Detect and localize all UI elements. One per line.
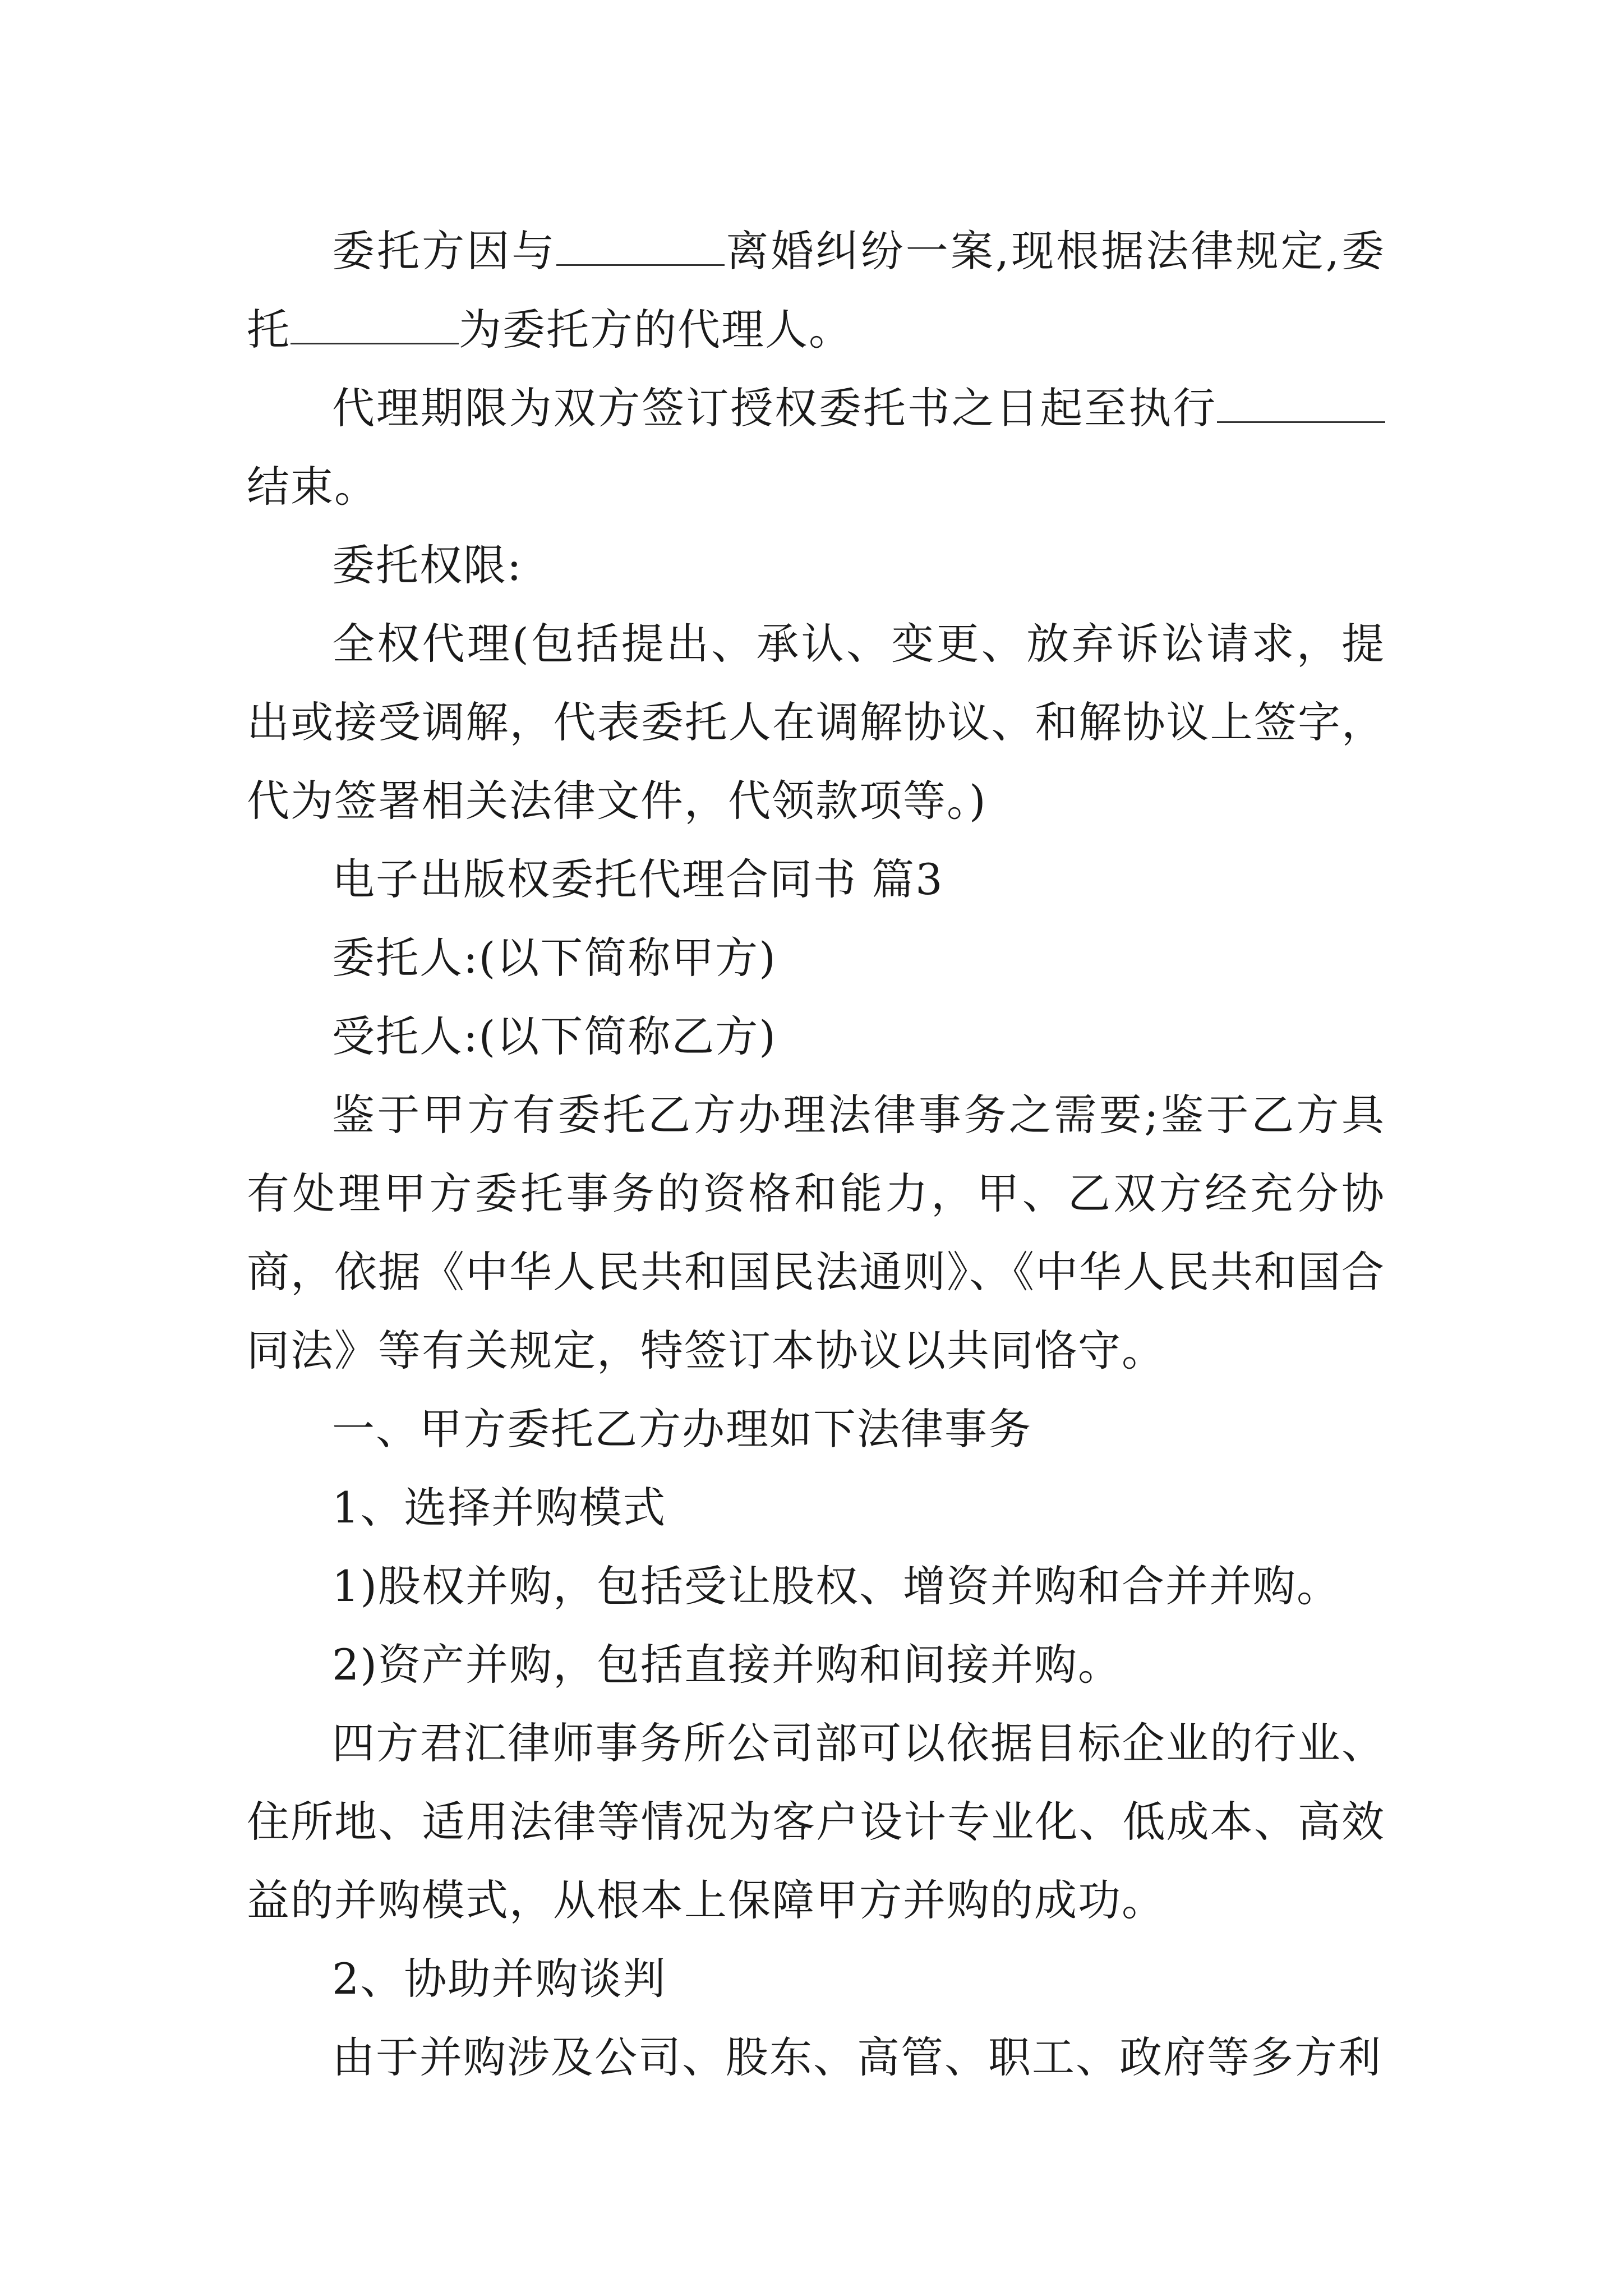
paragraph-term: [247, 369, 1385, 526]
blank-field-end: [1217, 379, 1385, 423]
paragraph-principal: 委托人:(以下简称甲方): [332, 933, 777, 983]
paragraph-text: 代理期限为双方签订授权委托书之日起至执行: [332, 383, 1217, 433]
clause-item-2: 2、协助并购谈判: [332, 1954, 667, 2004]
document-body: [247, 212, 1385, 2097]
clause-item-1: 1、选择并购模式: [332, 1483, 667, 1533]
paragraph-agent: 受托人:(以下简称乙方): [332, 1011, 777, 1061]
clause-subitem-1: 1)股权并购，包括受让股权、增资并购和合并并购。: [332, 1561, 1341, 1611]
section-title: 电子出版权委托代理合同书 篇3: [332, 854, 944, 904]
paragraph-negotiation: 由于并购涉及公司、股东、高管、职工、政府等多方利: [332, 2032, 1382, 2082]
paragraph-authority-heading: 委托权限:: [332, 540, 523, 590]
paragraph-text: 离婚纠纷一案,现根据法律规定,委托: [247, 226, 1385, 355]
clause-subitem-2: 2)资产并购，包括直接并购和间接并购。: [332, 1640, 1122, 1690]
paragraph-firm-description: 四方君汇律师事务所公司部可以依据目标企业的行业、住所地、适用法律等情况为客户设计专业化、低成本、高效益的并购模式，从根本上保障甲方并购的成功。: [247, 1718, 1385, 1925]
paragraph-full-authority: 全权代理(包括提出、承认、变更、放弃诉讼请求，提出或接受调解，代表委托人在调解协议、和解协议上签字，代为签署相关法律文件，代领款项等。): [247, 619, 1385, 826]
paragraph-text: 委托方因与: [332, 226, 557, 276]
paragraph-text: 为委托方的代理人。: [459, 305, 852, 355]
blank-field-agent: [291, 300, 459, 344]
paragraph-text: 结束。: [247, 462, 378, 512]
blank-field-opposing-party: [556, 222, 725, 266]
paragraph-appointment: [247, 212, 1385, 369]
paragraph-recital: 鉴于甲方有委托乙方办理法律事务之需要;鉴于乙方具有处理甲方委托事务的资格和能力，甲、乙双方经充分协商，依据《中华人民共和国民法通则》、《中华人民共和国合同法》等有关规定，特签订本协议以共同恪守。: [247, 1090, 1385, 1375]
clause-heading-1: 一、甲方委托乙方办理如下法律事务: [332, 1404, 1032, 1454]
